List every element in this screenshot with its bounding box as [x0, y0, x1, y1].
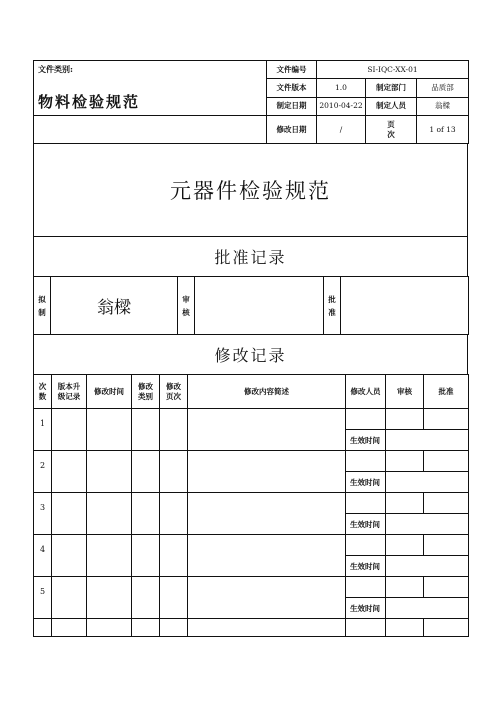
effective-time-value[interactable] — [386, 514, 469, 535]
revision-cell-modify-page[interactable] — [160, 409, 188, 451]
effective-time-value[interactable] — [386, 472, 469, 493]
revision-cell-modify-summary[interactable] — [188, 493, 346, 535]
revision-cell-modify-summary[interactable] — [188, 535, 346, 577]
page-label — [366, 116, 417, 144]
revision-col-modify-type: 修改 类别 — [132, 375, 160, 409]
approve-signature[interactable] — [341, 277, 469, 335]
approval-title-table — [33, 236, 468, 277]
page-value: 1 of 13 — [417, 116, 469, 144]
revision-col-reviewer: 审核 — [386, 375, 424, 409]
main-title-table — [33, 143, 468, 237]
revision-cell-modify-summary[interactable] — [188, 577, 346, 619]
revision-cell-modify-type[interactable] — [132, 493, 160, 535]
doc-category-label: 文件类别: — [38, 64, 73, 74]
revision-row-number: 4 — [34, 535, 52, 577]
doc-category-cell — [34, 61, 267, 116]
doc-version-value: 1.0 — [317, 79, 366, 97]
revision-cell-modify-type[interactable] — [132, 577, 160, 619]
revision-cell-modify-page[interactable] — [160, 535, 188, 577]
modify-date-value: / — [317, 116, 366, 144]
revision-cell-approver[interactable] — [424, 493, 469, 514]
main-title: 元器件检验规范 — [34, 144, 468, 237]
revision-cell-modify-time[interactable] — [87, 409, 132, 451]
revision-col-modify-page: 修改 页次 — [160, 375, 188, 409]
revision-tail-row — [34, 619, 469, 637]
document-form — [33, 60, 468, 636]
revision-cell-modify-type[interactable] — [132, 535, 160, 577]
revision-cell-approver[interactable] — [424, 577, 469, 598]
effective-time-label: 生效时间 — [346, 430, 386, 451]
effective-time-label: 生效时间 — [346, 556, 386, 577]
effective-time-label: 生效时间 — [346, 598, 386, 619]
revision-cell-reviewer[interactable] — [386, 451, 424, 472]
revision-cell-reviewer[interactable] — [386, 409, 424, 430]
revision-cell-modify-summary[interactable] — [188, 409, 346, 451]
revision-col-version-upgrade: 版本升 级记录 — [52, 375, 87, 409]
draft-label: 拟 制 — [34, 277, 51, 335]
revision-row-number: 5 — [34, 577, 52, 619]
approval-table — [33, 276, 469, 335]
author-label: 制定人员 — [366, 97, 417, 115]
revision-cell-modify-type[interactable] — [132, 409, 160, 451]
revision-cell-modify-time[interactable] — [87, 577, 132, 619]
revision-cell-modifier[interactable] — [346, 577, 386, 598]
revision-col-modify-summary: 修改内容简述 — [188, 375, 346, 409]
revision-row — [34, 493, 469, 514]
revision-cell-modifier[interactable] — [346, 535, 386, 556]
doc-number-label: 文件编号 — [267, 61, 317, 79]
review-label: 审 核 — [178, 277, 195, 335]
approval-title: 批准记录 — [34, 237, 468, 277]
revision-cell-version-upgrade[interactable] — [52, 409, 87, 451]
revision-title-table — [33, 334, 468, 375]
page-label-top: 页 — [387, 119, 395, 129]
revision-cell-reviewer[interactable] — [386, 577, 424, 598]
revision-cell-modify-page[interactable] — [160, 577, 188, 619]
doc-title: 物料检验规范 — [38, 93, 141, 111]
revision-cell-version-upgrade[interactable] — [52, 451, 87, 493]
approve-label: 批 准 — [324, 277, 341, 335]
effective-time-value[interactable] — [386, 598, 469, 619]
made-date-value: 2010-04-22 — [317, 97, 366, 115]
revision-row — [34, 451, 469, 472]
revision-header-row — [34, 375, 469, 409]
author-value: 翁樑 — [417, 97, 469, 115]
revision-col-modifier: 修改人员 — [346, 375, 386, 409]
effective-time-value[interactable] — [386, 430, 469, 451]
revision-cell-approver[interactable] — [424, 451, 469, 472]
modify-date-label: 修改日期 — [267, 116, 317, 144]
review-signature[interactable] — [195, 277, 324, 335]
revision-col-count: 次 数 — [34, 375, 52, 409]
revision-row-number: 3 — [34, 493, 52, 535]
doc-number-value: SI-IQC-XX-01 — [317, 61, 469, 79]
header-spacer — [34, 116, 267, 144]
revision-cell-reviewer[interactable] — [386, 493, 424, 514]
revision-cell-modifier[interactable] — [346, 451, 386, 472]
revision-col-modify-time: 修改时间 — [87, 375, 132, 409]
dept-label: 制定部门 — [366, 79, 417, 97]
made-date-label: 制定日期 — [267, 97, 317, 115]
revision-cell-version-upgrade[interactable] — [52, 535, 87, 577]
dept-value: 品质部 — [417, 79, 469, 97]
effective-time-label: 生效时间 — [346, 472, 386, 493]
revision-cell-reviewer[interactable] — [386, 535, 424, 556]
header-table — [33, 60, 469, 144]
page-label-bottom: 次 — [387, 129, 395, 139]
doc-version-label: 文件版本 — [267, 79, 317, 97]
revision-cell-modify-time[interactable] — [87, 535, 132, 577]
revision-cell-version-upgrade[interactable] — [52, 493, 87, 535]
revision-cell-modify-time[interactable] — [87, 451, 132, 493]
revision-cell-modify-time[interactable] — [87, 493, 132, 535]
effective-time-value[interactable] — [386, 556, 469, 577]
revision-row — [34, 409, 469, 430]
revision-cell-modifier[interactable] — [346, 493, 386, 514]
revision-cell-approver[interactable] — [424, 535, 469, 556]
revision-cell-modifier[interactable] — [346, 409, 386, 430]
draft-signature: 翁樑 — [51, 277, 178, 335]
revision-row — [34, 535, 469, 556]
revision-cell-modify-page[interactable] — [160, 451, 188, 493]
revision-cell-modify-page[interactable] — [160, 493, 188, 535]
revision-col-approver: 批准 — [424, 375, 469, 409]
revision-title: 修改记录 — [34, 335, 468, 375]
revision-cell-version-upgrade[interactable] — [52, 577, 87, 619]
revision-row-number: 2 — [34, 451, 52, 493]
revision-row-number: 1 — [34, 409, 52, 451]
revision-row — [34, 577, 469, 598]
effective-time-label: 生效时间 — [346, 514, 386, 535]
revision-table — [33, 374, 469, 637]
revision-cell-modify-summary[interactable] — [188, 451, 346, 493]
revision-cell-approver[interactable] — [424, 409, 469, 430]
revision-cell-modify-type[interactable] — [132, 451, 160, 493]
